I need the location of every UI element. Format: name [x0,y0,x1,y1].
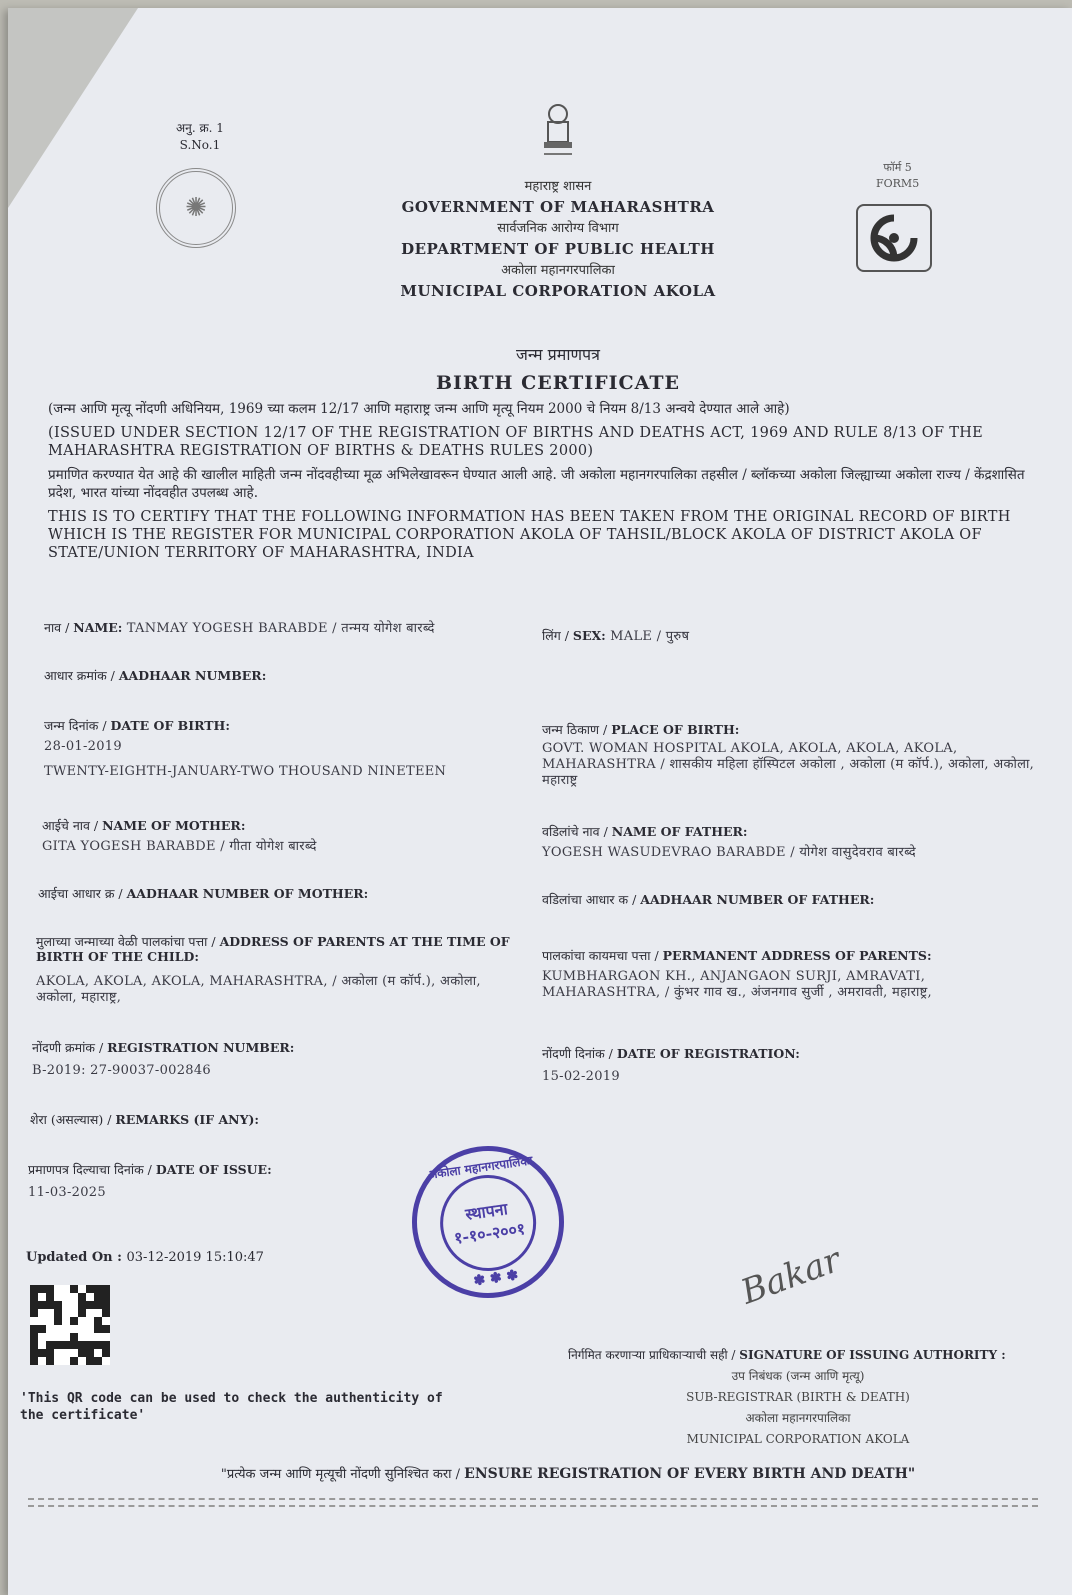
address-birth-value: AKOLA, AKOLA, AKOLA, MAHARASHTRA, / अकोला (म कॉर्प.), अकोला, अकोला, महाराष्ट्र, [36,974,481,1005]
page-title: BIRTH CERTIFICATE [435,372,681,394]
mother-field: आईचे नाव / NAME OF MOTHER: GITA YOGESH BARABDE / गीता योगेश बारब्दे [42,816,512,856]
qr-module [102,1325,110,1333]
registration-logo-icon [856,204,932,272]
dept-mr: सार्वजनिक आरोग्य विभाग [497,221,619,236]
address-birth-field: मुलाच्या जन्माच्या वेळी पालकांचा पत्ता / ADDRESS OF PARENTS AT THE TIME OF BIRTH OF THE CHILD: AKOLA, AKOLA, AKOLA, MAHARASHTRA, / अकोला (म कॉर्प.), अकोला, अकोला, महाराष्ट्र, [36,934,516,1006]
qr-module [30,1285,38,1293]
qr-module [78,1317,86,1325]
qr-module [54,1301,62,1309]
qr-module [78,1309,86,1317]
issuing-authority: उप निबंधक (जन्म आणि मृत्यू) SUB-REGISTRAR (BIRTH & DEATH) अकोला महानगरपालिका MUNICIPAL CORPORATION AKOLA [686,1369,910,1446]
qr-module [30,1293,38,1301]
signature-label: निर्गमित करणाऱ्या प्राधिकाऱ्याची सही / SIGNATURE OF ISSUING AUTHORITY : [568,1348,1006,1362]
qr-module [78,1325,86,1333]
qr-module [46,1333,54,1341]
qr-module [102,1309,110,1317]
qr-module [62,1317,70,1325]
qr-module [38,1325,46,1333]
qr-module [94,1301,102,1309]
form-number [876,160,919,192]
aadhaar-father-field: वडिलांचा आधार क / AADHAAR NUMBER OF FATHER: [542,892,875,907]
father-field: वडिलांचे नाव / NAME OF FATHER: YOGESH WASUDEVRAO BARABDE / योगेश वासुदेवराव बारब्दे [542,822,1042,862]
qr-module [78,1293,86,1301]
qr-module [94,1325,102,1333]
reg-no-field: नोंदणी क्रमांक / REGISTRATION NUMBER: B-2019: 27-90037-002846 [32,1038,512,1080]
qr-module [30,1301,38,1309]
serial-en: S.No.1 [179,138,221,152]
qr-module [54,1317,62,1325]
corp-en: MUNICIPAL CORPORATION AKOLA [400,282,716,300]
qr-module [30,1357,38,1365]
qr-module [70,1357,78,1365]
qr-module [38,1333,46,1341]
father-name: YOGESH WASUDEVRAO BARABDE / योगेश वासुदेवराव बारब्दे [542,845,916,860]
qr-module [94,1349,102,1357]
form-en: FORM5 [876,177,920,190]
qr-module [38,1317,46,1325]
qr-module [70,1317,78,1325]
certify-mr: प्रमाणित करण्यात येत आहे की खालील माहिती जन्म नोंदवहीच्या मूळ अभिलेखावरून घेण्यात आली आहे. जी अकोला महानगरपालिका तहसील / ब्लॉकच्या अकोला जिल्ह्याच्या अकोला राज्य / केंद्रशासित प्रदेश, भारत यांच्या नोंदवहीत उपलब्ध आहे. [48,467,1025,501]
qr-module [86,1325,94,1333]
name-field: नाव / NAME: TANMAY YOGESH BARABDE / तन्मय योगेश बारब्दे [44,620,435,636]
qr-module [54,1349,62,1357]
qr-module [78,1285,86,1293]
qr-module [102,1293,110,1301]
qr-module [78,1357,86,1365]
qr-module [78,1341,86,1349]
mother-name: GITA YOGESH BARABDE / गीता योगेश बारब्दे [42,839,317,854]
qr-module [102,1317,110,1325]
qr-module [46,1341,54,1349]
reg-no-value: B-2019: 27-90037-002846 [32,1063,211,1078]
qr-module [62,1341,70,1349]
qr-module [46,1301,54,1309]
issue-date-value: 11-03-2025 [28,1185,106,1200]
handwritten-signature: Bakar [735,1239,846,1313]
qr-module [38,1309,46,1317]
issued-under-en: (ISSUED UNDER SECTION 12/17 OF THE REGISTRATION OF BIRTHS AND DEATHS ACT, 1969 AND RULE 8/13 OF THE MAHARASHTRA REGISTRATION OF BIRTHS & DEATHS RULES 2000) [48,425,984,459]
qr-module [94,1293,102,1301]
verification-qr-code[interactable] [30,1285,110,1365]
qr-module [62,1293,70,1301]
qr-module [86,1309,94,1317]
child-sex: MALE / पुरुष [610,629,690,644]
qr-module [94,1285,102,1293]
pob-field: जन्म ठिकाण / PLACE OF BIRTH: GOVT. WOMAN HOSPITAL AKOLA, AKOLA, AKOLA, AKOLA, MAHARASHTRA / शासकीय महिला हॉस्पिटल अकोला , अकोला (म कॉर्प.), अकोला, अकोला, महाराष्ट्र [542,720,1042,789]
address-perm-field: पालकांचा कायमचा पत्ता / PERMANENT ADDRESS OF PARENTS: KUMBHARGAON KH., ANJANGAON SURJI, AMRAVATI, MAHARASHTRA, / कुंभर गाव ख., अंजनगाव सुर्जी , अमरावती, महाराष्ट्र, [542,946,1042,1001]
qr-module [30,1333,38,1341]
child-name: TANMAY YOGESH BARABDE / तन्मय योगेश बारब्दे [126,621,435,636]
qr-module [70,1285,78,1293]
dept-en: DEPARTMENT OF PUBLIC HEALTH [401,240,715,258]
qr-module [38,1301,46,1309]
qr-module [54,1309,62,1317]
page-fold [8,8,138,208]
aadhaar-mother-field: आईचा आधार क्र / AADHAAR NUMBER OF MOTHER: [38,886,369,901]
qr-module [38,1285,46,1293]
footer-divider [28,1505,1038,1507]
qr-module [94,1333,102,1341]
certify-en: THIS IS TO CERTIFY THAT THE FOLLOWING INFORMATION HAS BEEN TAKEN FROM THE ORIGINAL RECORD OF BIRTH WHICH IS THE REGISTER FOR MUNICIPAL CORPORATION AKOLA OF TAHSIL/BLOCK AKOLA OF DISTRICT AKOLA OF STATE/UNION TERRITORY OF MAHARASHTRA, INDIA [48,509,1011,561]
state-mr: महाराष्ट्र शासन [524,179,592,194]
qr-module [86,1285,94,1293]
qr-module [54,1357,62,1365]
qr-module [102,1301,110,1309]
certificate-page [8,8,1072,1595]
dob-field: जन्म दिनांक / DATE OF BIRTH: 28-01-2019 TWENTY-EIGHTH-JANUARY-TWO THOUSAND NINETEEN [44,716,514,781]
qr-module [86,1317,94,1325]
pob-value: GOVT. WOMAN HOSPITAL AKOLA, AKOLA, AKOLA, AKOLA, MAHARASHTRA / शासकीय महिला हॉस्पिटल अकोला , अकोला (म कॉर्प.), अकोला, अकोला, महाराष्ट्र [542,741,1035,788]
qr-module [54,1325,62,1333]
qr-module [102,1349,110,1357]
qr-module [62,1349,70,1357]
qr-module [38,1341,46,1349]
qr-module [70,1349,78,1357]
qr-module [102,1285,110,1293]
qr-module [102,1341,110,1349]
qr-module [54,1333,62,1341]
footer-slogan: "प्रत्येक जन्म आणि मृत्यूची नोंदणी सुनिश्चित करा / ENSURE REGISTRATION OF EVERY BIRTH AND DEATH" [220,1466,916,1482]
qr-module [86,1301,94,1309]
qr-module [70,1293,78,1301]
qr-module [86,1293,94,1301]
qr-module [86,1349,94,1357]
qr-module [86,1357,94,1365]
title-mr: जन्म प्रमाणपत्र [516,345,600,364]
serial-mr: अनु. क्र. 1 [176,121,224,135]
qr-note: 'This QR code can be used to check the authenticity of the certificate' [20,1391,443,1423]
qr-module [30,1325,38,1333]
qr-module [46,1357,54,1365]
qr-module [70,1301,78,1309]
national-emblem-icon [536,100,580,160]
qr-module [46,1317,54,1325]
qr-module [30,1349,38,1357]
qr-module [102,1357,110,1365]
qr-module [86,1333,94,1341]
qr-module [62,1309,70,1317]
qr-module [38,1357,46,1365]
remarks-field: शेरा (असल्यास) / REMARKS (IF ANY): [30,1112,260,1127]
qr-module [62,1357,70,1365]
qr-module [38,1349,46,1357]
issue-date-field: प्रमाणपत्र दिल्याचा दिनांक / DATE OF ISSUE: 11-03-2025 [28,1160,428,1202]
qr-module [86,1341,94,1349]
address-perm-value: KUMBHARGAON KH., ANJANGAON SURJI, AMRAVATI, MAHARASHTRA, / कुंभर गाव ख., अंजनगाव सुर्जी , अमरावती, महाराष्ट्र, [542,969,932,1000]
reg-date-field: नोंदणी दिनांक / DATE OF REGISTRATION: 15-02-2019 [542,1044,1022,1086]
qr-module [38,1293,46,1301]
qr-module [70,1309,78,1317]
qr-module [70,1333,78,1341]
updated-on: Updated On : 03-12-2019 15:10:47 [26,1250,264,1265]
qr-module [46,1285,54,1293]
qr-module [30,1309,38,1317]
qr-module [94,1341,102,1349]
corporation-stamp: अकोला महानगरपालिका स्थापना १-१०-२००१ ✽ ✽ ✽ [402,1136,574,1308]
dob-words: TWENTY-EIGHTH-JANUARY-TWO THOUSAND NINETEEN [44,764,447,779]
issued-under-mr: (जन्म आणि मृत्यू नोंदणी अधिनियम, 1969 च्या कलम 12/17 आणि महाराष्ट्र जन्म आणि मृत्यू नियम 2000 चे नियम 8/13 अन्वये देण्यात आले आहे) [48,401,790,417]
issuer-header [328,176,788,302]
qr-module [62,1325,70,1333]
qr-module [46,1293,54,1301]
corp-mr: अकोला महानगरपालिका [501,263,615,278]
qr-module [94,1309,102,1317]
qr-module [94,1357,102,1365]
state-en: GOVERNMENT OF MAHARASHTRA [401,198,715,216]
aadhaar-field: आधार क्रमांक / AADHAAR NUMBER: [44,668,267,683]
serial-number [176,120,224,154]
sex-field: लिंग / SEX: MALE / पुरुष [542,628,690,644]
footer-divider [28,1498,1038,1500]
qr-module [46,1325,54,1333]
form-mr: फॉर्म 5 [883,161,912,174]
qr-module [78,1333,86,1341]
reg-date-value: 15-02-2019 [542,1069,620,1084]
qr-module [70,1325,78,1333]
qr-module [78,1349,86,1357]
qr-module [46,1349,54,1357]
qr-module [62,1301,70,1309]
qr-module [30,1341,38,1349]
qr-module [62,1285,70,1293]
qr-module [54,1293,62,1301]
qr-module [102,1333,110,1341]
maharashtra-seal-icon: ✺ [156,168,236,248]
qr-module [46,1309,54,1317]
qr-module [54,1341,62,1349]
qr-module [54,1285,62,1293]
dob-value: 28-01-2019 [44,739,122,754]
qr-module [70,1341,78,1349]
qr-module [94,1317,102,1325]
qr-module [30,1317,38,1325]
qr-module [78,1301,86,1309]
qr-module [62,1333,70,1341]
